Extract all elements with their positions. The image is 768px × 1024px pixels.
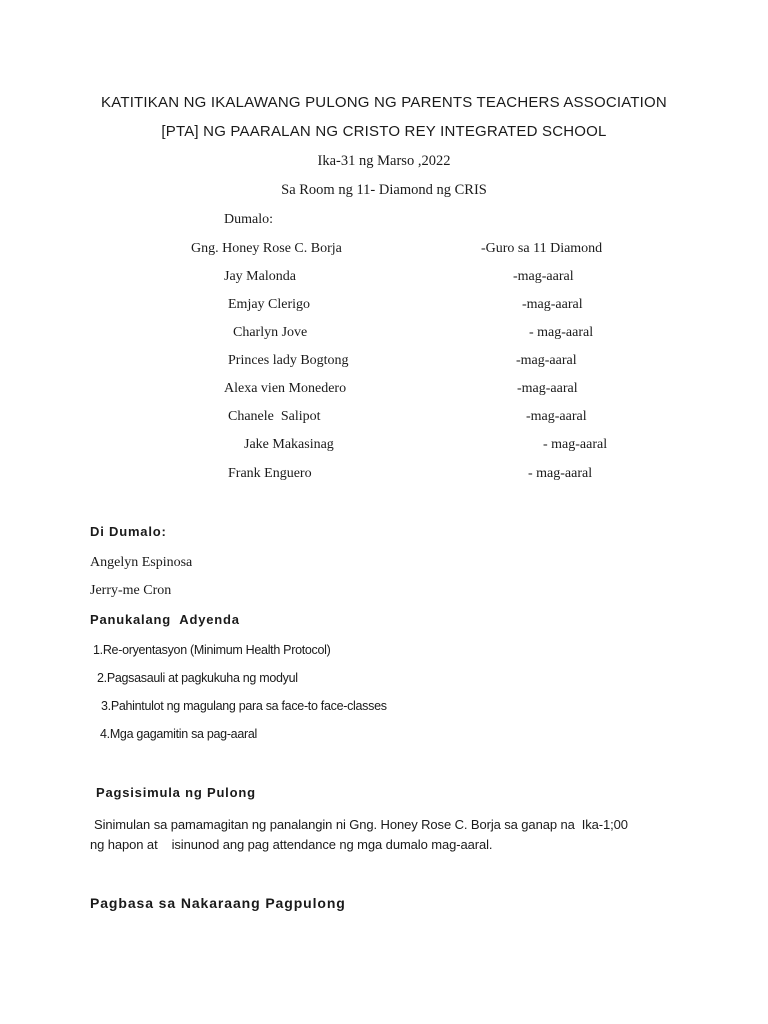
agenda-item: 2.Pagsasauli at pagkukuha ng modyul <box>97 671 298 685</box>
attendees-label: Dumalo: <box>224 212 273 227</box>
attendee-name: Alexa vien Monedero <box>224 381 347 396</box>
attendee-role: -mag-aaral <box>522 297 583 312</box>
previous-minutes-heading: Pagbasa sa Nakaraang Pagpulong <box>90 895 346 911</box>
title-line-1: KATITIKAN NG IKALAWANG PULONG NG PARENTS TEACHERS ASSOCIATION <box>101 94 667 111</box>
opening-text-line-1: Sinimulan sa pamamagitan ng panalangin ni Gng. Honey Rose C. Borja sa ganap na Ika-1;00 <box>94 817 628 832</box>
attendee-name: Gng. Honey Rose C. Borja <box>191 241 342 256</box>
attendee-role: - mag-aaral <box>528 466 593 481</box>
attendee-name: Emjay Clerigo <box>228 297 311 312</box>
absent-name: Angelyn Espinosa <box>90 555 193 570</box>
attendee-role: - mag-aaral <box>543 437 608 452</box>
absent-heading: Di Dumalo: <box>90 524 167 539</box>
opening-heading: Pagsisimula ng Pulong <box>96 785 256 800</box>
agenda-item: 1.Re-oryentasyon (Minimum Health Protocol) <box>93 643 331 657</box>
attendee-role: - mag-aaral <box>529 325 594 340</box>
title-line-2: [PTA] NG PAARALAN NG CRISTO REY INTEGRATED SCHOOL <box>161 123 607 140</box>
agenda-item: 3.Pahintulot ng magulang para sa face-to face-classes <box>101 699 387 713</box>
attendee-name: Frank Enguero <box>228 466 312 481</box>
attendee-name: Jake Makasinag <box>244 437 334 452</box>
meeting-venue: Sa Room ng 11- Diamond ng CRIS <box>281 182 487 198</box>
meeting-date: Ika-31 ng Marso ,2022 <box>317 153 451 169</box>
attendee-role: -Guro sa 11 Diamond <box>481 241 603 256</box>
attendee-role: -mag-aaral <box>513 269 574 284</box>
attendee-name: Charlyn Jove <box>233 325 308 340</box>
attendee-name: Chanele Salipot <box>228 409 321 424</box>
attendee-role: -mag-aaral <box>516 353 577 368</box>
absent-name: Jerry-me Cron <box>90 583 172 598</box>
attendee-role: -mag-aaral <box>526 409 587 424</box>
agenda-heading: Panukalang Adyenda <box>90 612 240 627</box>
attendee-role: -mag-aaral <box>517 381 578 396</box>
opening-text-line-2: ng hapon at isinunod ang pag attendance ng mga dumalo mag-aaral. <box>90 837 493 852</box>
attendee-name: Jay Malonda <box>224 269 296 284</box>
agenda-item: 4.Mga gagamitin sa pag-aaral <box>100 727 257 741</box>
attendee-name: Princes lady Bogtong <box>228 353 349 368</box>
